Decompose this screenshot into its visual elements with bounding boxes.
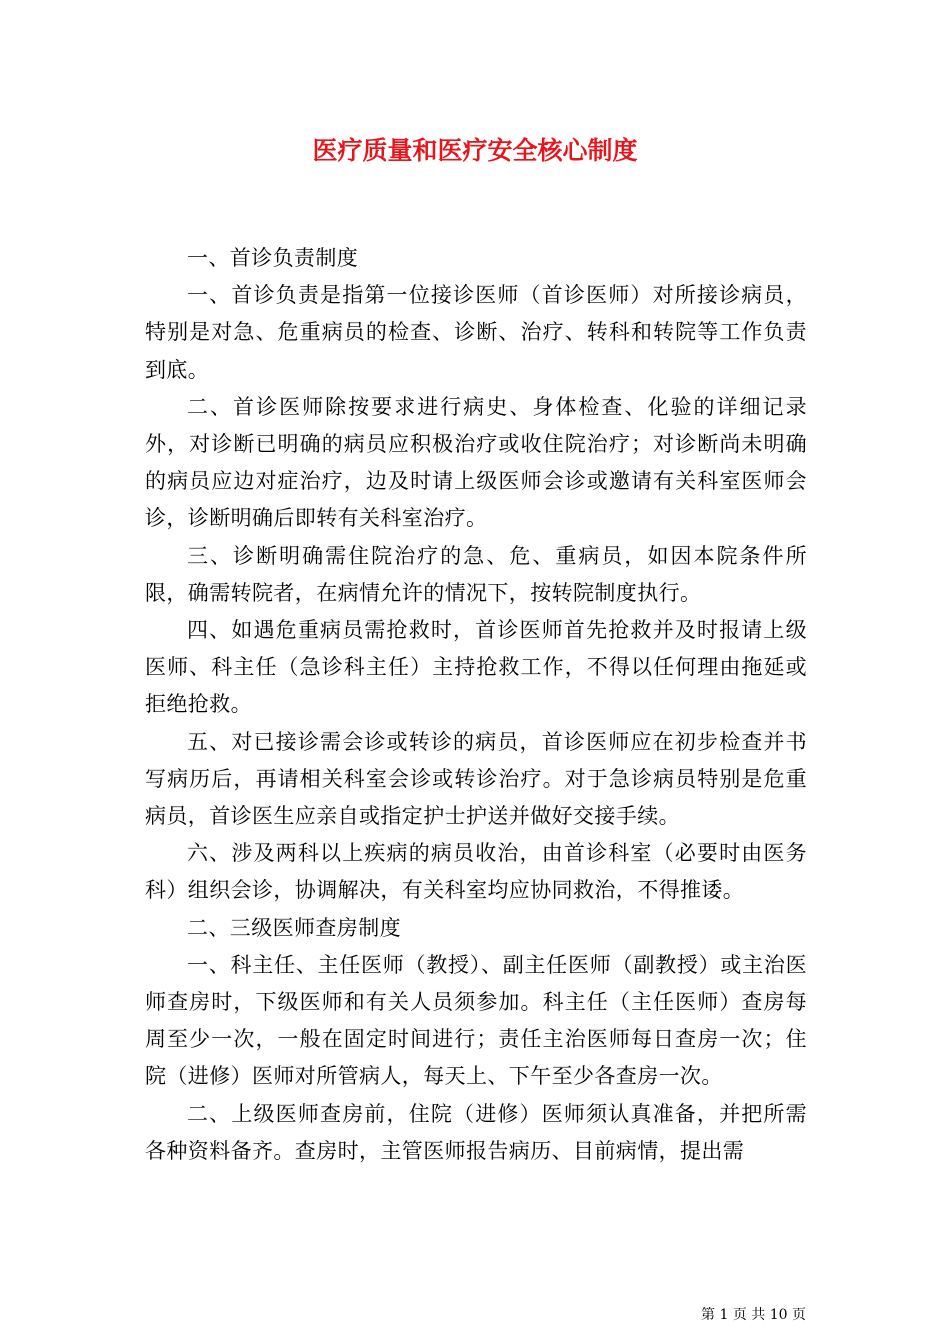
paragraph: 一、科主任、主任医师（教授）、副主任医师（副教授）或主治医师查房时，下级医师和有关人员须参加。科主任（主任医师）查房每周至少一次，一般在固定时间进行；责任主治医师每日查房一次；住院（进修）医师对所管病人，每天上、下午至少各查房一次。 bbox=[145, 952, 807, 1089]
paragraph: 二、首诊医师除按要求进行病史、身体检查、化验的详细记录外，对诊断已明确的病员应积极治疗或收住院治疗；对诊断尚未明确的病员应边对症治疗，边及时请上级医师会诊或邀请有关科室医师会诊，诊断明确后即转有关科室治疗。 bbox=[145, 394, 807, 531]
paragraph: 四、如遇危重病员需抢救时，首诊医师首先抢救并及时报请上级医师、科主任（急诊科主任）主持抢救工作，不得以任何理由拖延或拒绝抢救。 bbox=[145, 618, 807, 717]
paragraph: 三、诊断明确需住院治疗的急、危、重病员，如因本院条件所限，确需转院者，在病情允许的情况下，按转院制度执行。 bbox=[145, 543, 807, 605]
page-title: 医疗质量和医疗安全核心制度 bbox=[312, 136, 638, 165]
paragraph: 五、对已接诊需会诊或转诊的病员，首诊医师应在初步检查并书写病历后，再请相关科室会诊或转诊治疗。对于急诊病员特别是危重病员，首诊医生应亲自或指定护士护送并做好交接手续。 bbox=[145, 729, 807, 829]
document-body bbox=[145, 240, 807, 1170]
paragraph: 六、涉及两科以上疾病的病员收治，由首诊科室（必要时由医务科）组织会诊，协调解决，有关科室均应协同救治，不得推诿。 bbox=[145, 841, 807, 903]
section-heading-ward-rounds: 二、三级医师查房制度 bbox=[187, 915, 401, 940]
paragraph: 一、首诊负责是指第一位接诊医师（首诊医师）对所接诊病员，特别是对急、危重病员的检查、诊断、治疗、转科和转院等工作负责到底。 bbox=[145, 283, 807, 382]
paragraph: 二、上级医师查房前，住院（进修）医师须认真准备，并把所需各种资料备齐。查房时，主管医师报告病历、目前病情，提出需 bbox=[145, 1101, 807, 1163]
page-number-footer: 第 1 页 共 10 页 bbox=[701, 1307, 806, 1323]
section-heading-first-visit: 一、首诊负责制度 bbox=[187, 246, 359, 270]
